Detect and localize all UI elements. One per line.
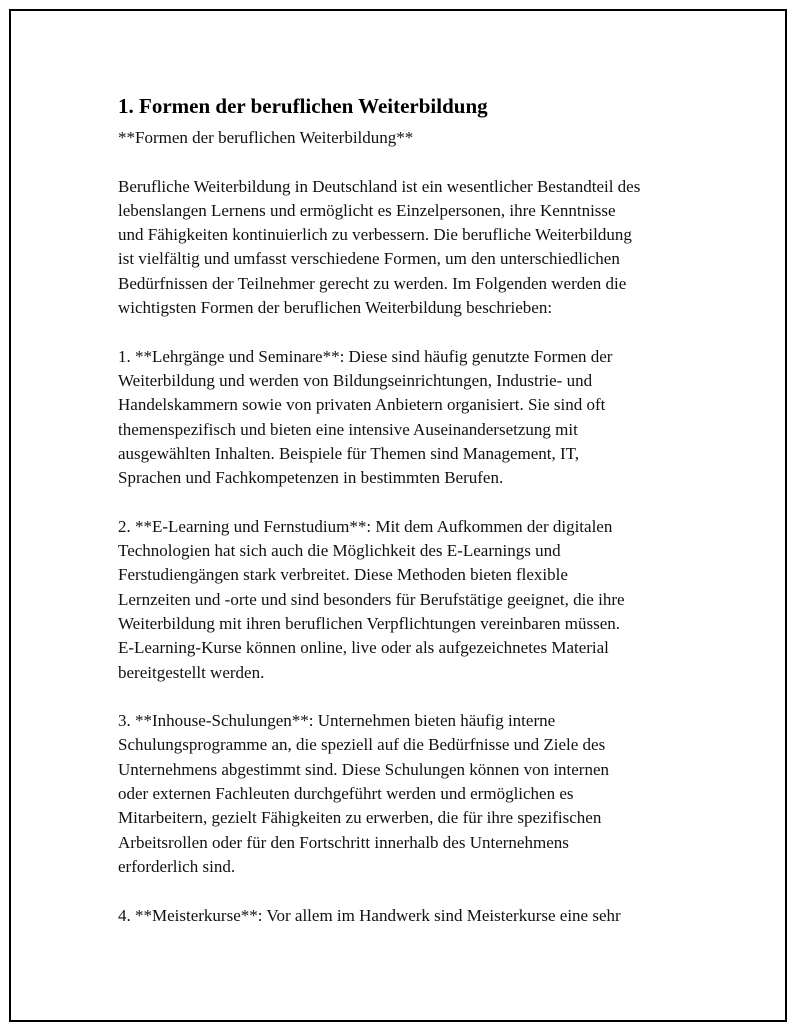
paragraph bbox=[118, 904, 708, 928]
text-line: erforderlich sind. bbox=[118, 856, 236, 876]
text-line: wichtigsten Formen der beruflichen Weiterbildung beschrieben: bbox=[118, 298, 553, 318]
text-line: themenspezifisch und bieten eine intensive Auseinandersetzung mit bbox=[118, 419, 578, 439]
text-line: 1. **Lehrgänge und Seminare**: Diese sind häufig genutzte Formen der bbox=[118, 346, 613, 366]
paragraph bbox=[118, 515, 708, 685]
text-line: und Fähigkeiten kontinuierlich zu verbessern. Die berufliche Weiterbildung bbox=[118, 225, 632, 245]
text-line: Mitarbeitern, gezielt Fähigkeiten zu erwerben, die für ihre spezifischen bbox=[118, 808, 602, 828]
document-body bbox=[118, 92, 708, 952]
text-line: Technologien hat sich auch die Möglichkeit des E-Learnings und bbox=[118, 541, 561, 561]
paragraph bbox=[118, 175, 708, 321]
text-line: Weiterbildung mit ihren beruflichen Verpflichtungen vereinbaren müssen. bbox=[118, 613, 621, 633]
text-line: Berufliche Weiterbildung in Deutschland ist ein wesentlicher Bestandteil des bbox=[118, 176, 641, 196]
text-line: E-Learning-Kurse können online, live oder als aufgezeichnetes Material bbox=[118, 638, 609, 658]
text-line: 2. **E-Learning und Fernstudium**: Mit dem Aufkommen der digitalen bbox=[118, 516, 613, 536]
text-line: **Formen der beruflichen Weiterbildung** bbox=[118, 128, 414, 147]
paragraph bbox=[118, 345, 708, 491]
text-line: lebenslangen Lernens und ermöglicht es Einzelpersonen, ihre Kenntnisse bbox=[118, 200, 616, 220]
text-line: Bedürfnissen der Teilnehmer gerecht zu werden. Im Folgenden werden die bbox=[118, 273, 627, 293]
text-line: Sprachen und Fachkompetenzen in bestimmten Berufen. bbox=[118, 468, 504, 488]
text-line: ist vielfältig und umfasst verschiedene Formen, um den unterschiedlichen bbox=[118, 249, 620, 269]
text-line: bereitgestellt werden. bbox=[118, 662, 265, 682]
text-line: 4. **Meisterkurse**: Vor allem im Handwerk sind Meisterkurse eine sehr bbox=[118, 905, 621, 925]
text-line: Schulungsprogramme an, die speziell auf die Bedürfnisse und Ziele des bbox=[118, 735, 606, 755]
text-line: Unternehmens abgestimmt sind. Diese Schulungen können von internen bbox=[118, 759, 610, 779]
paragraph-list bbox=[118, 126, 708, 928]
text-line: 3. **Inhouse-Schulungen**: Unternehmen bieten häufig interne bbox=[118, 711, 556, 731]
text-line: Ferstudiengängen stark verbreitet. Diese Methoden bieten flexible bbox=[118, 565, 568, 585]
text-line: ausgewählten Inhalten. Beispiele für Themen sind Management, IT, bbox=[118, 443, 580, 463]
paragraph bbox=[118, 126, 708, 150]
text-line: Lernzeiten und -orte und sind besonders für Berufstätige geeignet, die ihre bbox=[118, 589, 625, 609]
text-line: Handelskammern sowie von privaten Anbietern organisiert. Sie sind oft bbox=[118, 395, 606, 415]
text-line: Weiterbildung und werden von Bildungseinrichtungen, Industrie- und bbox=[118, 370, 593, 390]
text-line: oder externen Fachleuten durchgeführt werden und ermöglichen es bbox=[118, 784, 574, 804]
section-heading: 1. Formen der beruflichen Weiterbildung bbox=[118, 94, 488, 118]
paragraph bbox=[118, 709, 708, 879]
text-line: Arbeitsrollen oder für den Fortschritt innerhalb des Unternehmens bbox=[118, 832, 569, 852]
